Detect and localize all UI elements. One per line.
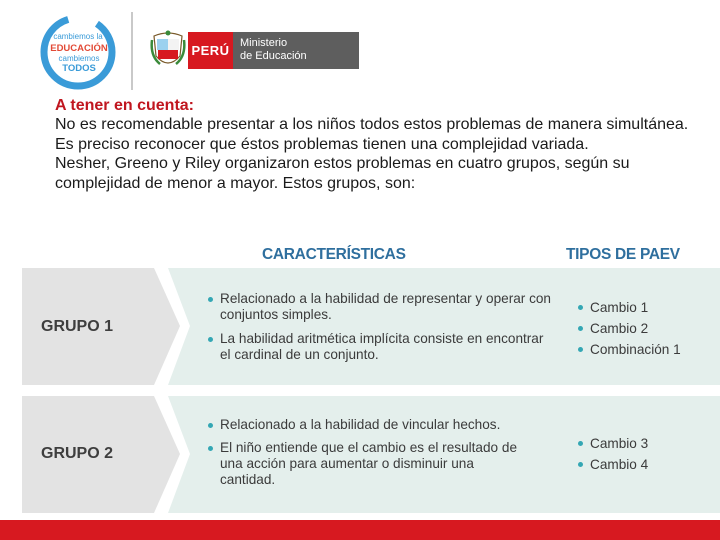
ministerio-line-1: Ministerio [240, 37, 288, 49]
logo-line-1: cambiemos la [53, 32, 103, 41]
footer-bar [0, 520, 720, 540]
group1-label: GRUPO 1 [41, 318, 114, 335]
logo-line-2: EDUCACIÓN [50, 43, 108, 54]
list-item: Combinación 1 [578, 339, 681, 360]
note-paragraph-1: No es recomendable presentar a los niños todos estos problemas de manera simultánea. [55, 116, 689, 134]
campaign-logo [38, 12, 118, 92]
list-item: Cambio 3 [578, 433, 648, 454]
ministerio-logo [188, 32, 359, 69]
header-divider [131, 12, 133, 90]
list-item: Cambio 2 [578, 318, 681, 339]
note-paragraph-3: Nesher, Greeno y Riley organizaron estos problemas en cuatro grupos, según su complejidad de menor a mayor. Estos grupos, son: [55, 155, 630, 192]
note-paragraph-2: Es preciso reconocer que éstos problemas tienen una complejidad variada. [55, 135, 589, 153]
note-heading: A tener en cuenta: [55, 97, 194, 114]
header-caracteristicas: CARACTERÍSTICAS [262, 246, 406, 263]
group1-caracteristicas [208, 291, 553, 371]
list-item: Relacionado a la habilidad de representar y operar con conjuntos simples. [208, 291, 553, 323]
ministerio-label [233, 32, 359, 69]
list-item: Cambio 4 [578, 454, 648, 475]
group2-label: GRUPO 2 [41, 445, 114, 462]
header-tipos-paev: TIPOS DE PAEV [566, 246, 680, 263]
group2-tipos [578, 433, 648, 475]
note-block [55, 96, 705, 193]
list-item: El niño entiende que el cambio es el resultado de una acción para aumentar o disminuir una cantidad. [208, 440, 528, 488]
peru-label: PERÚ [188, 32, 233, 69]
list-item: La habilidad aritmética implícita consiste en encontrar el cardinal de un conjunto. [208, 331, 553, 363]
logo-line-4: TODOS [62, 63, 96, 74]
list-item: Relacionado a la habilidad de vincular hechos. [208, 417, 528, 433]
list-item: Cambio 1 [578, 297, 681, 318]
logo-line-3: cambiemos [58, 54, 100, 63]
group2-caracteristicas [208, 417, 528, 496]
group1-tipos [578, 297, 681, 360]
ministerio-line-2: de Educación [240, 50, 307, 62]
peru-crest-icon [150, 30, 186, 72]
